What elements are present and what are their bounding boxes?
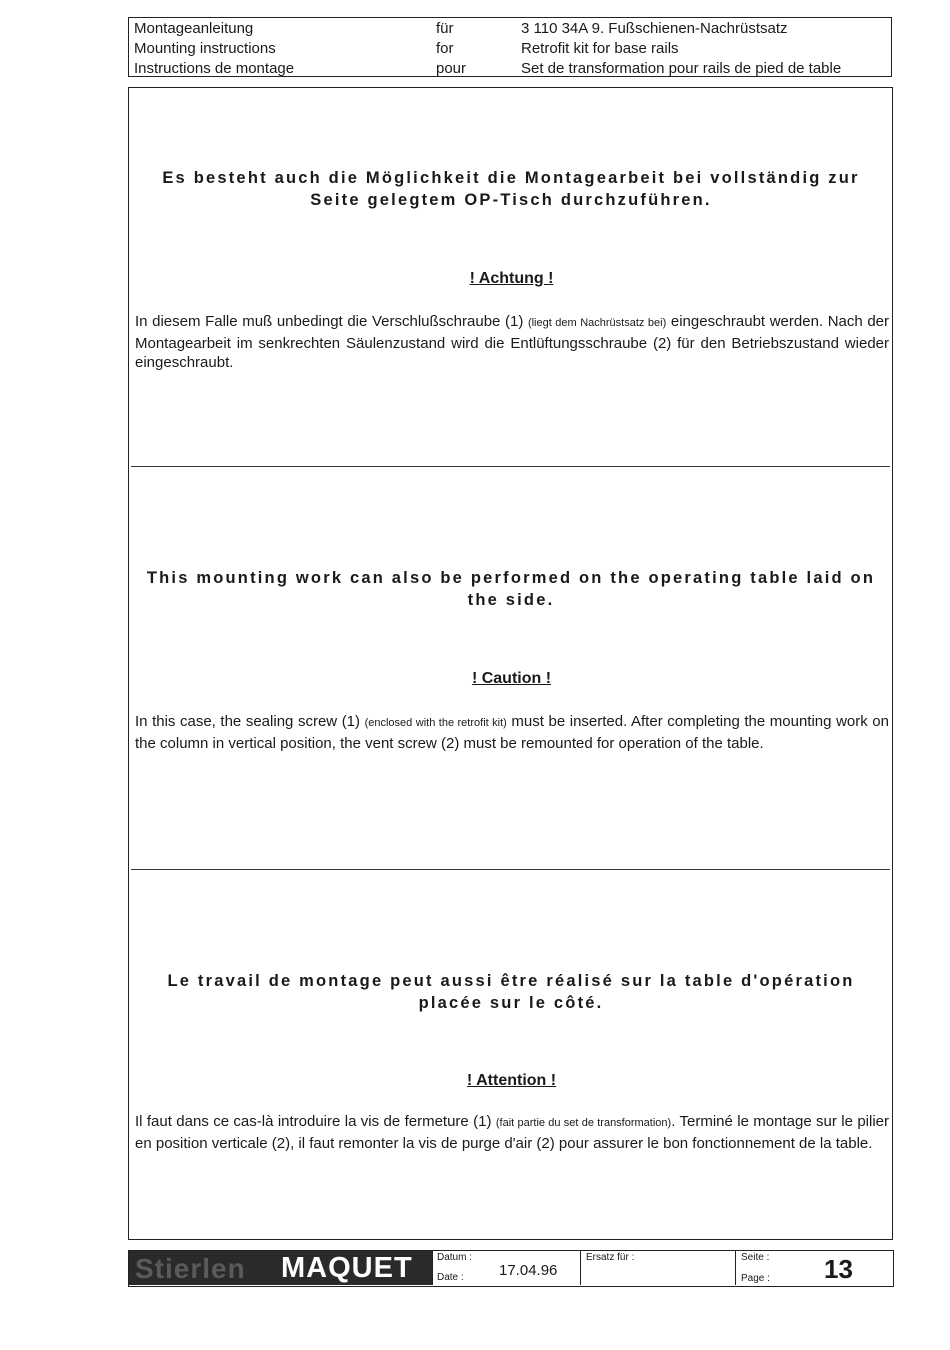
document-header (128, 17, 892, 77)
body-text-en (135, 712, 889, 753)
warning-heading-fr: ! Attention ! (466, 1072, 557, 1089)
body-note: (fait partie du set de transformation) (495, 1117, 672, 1129)
body-text: must be inserted. After completing the mounting work on the column in vertical position, the vent screw (2) must be remounted for operation of the table. (135, 713, 889, 752)
intro-en (137, 567, 885, 611)
header-title: Set de transformation pour rails de pied de table (521, 60, 842, 77)
body-text: eingeschraubt werden. Nach der Montagearbeit im senkrechten Säulenzustand wird die Entlüftungsschraube (2) für den Betriebszustand wieder eingeschraubt. (135, 313, 890, 371)
replacement-cell (580, 1251, 736, 1285)
logo-main-text: MAQUET (281, 1252, 413, 1284)
header-label: Instructions de montage (134, 60, 295, 77)
datum-label: Datum : (437, 1252, 473, 1263)
warning-heading-en: ! Caution ! (471, 670, 552, 687)
intro-fr (137, 970, 885, 1014)
intro-line: Le travail de montage peut aussi être réalisé sur la table d'opération (167, 972, 855, 990)
body-note: (liegt dem Nachrüstsatz bei) (527, 317, 667, 329)
header-row-de (129, 19, 891, 39)
header-title: 3 110 34A 9. Fußschienen-Nachrüstsatz (521, 20, 788, 37)
body-text: In this case, the sealing screw (1) (135, 713, 365, 730)
intro-line: placée sur le côté. (418, 994, 604, 1012)
document-footer (128, 1250, 894, 1287)
header-prep: for (436, 40, 454, 57)
seite-label: Seite : (741, 1252, 770, 1263)
section-divider (131, 869, 890, 870)
header-prep: für (436, 20, 454, 37)
page-number: 13 (824, 1254, 853, 1284)
intro-line: the side. (467, 591, 555, 609)
header-row-en (129, 39, 891, 59)
body-text: In diesem Falle muß unbedingt die Verschlußschraube (1) (135, 313, 528, 330)
logo-sub-text: Stierlen (135, 1253, 246, 1284)
intro-line: Es besteht auch die Möglichkeit die Montagearbeit bei vollständig zur (162, 169, 860, 187)
header-label: Montageanleitung (134, 20, 254, 37)
body-text-fr (135, 1112, 889, 1153)
date-label: Date : (437, 1272, 464, 1283)
intro-de (137, 167, 885, 211)
body-text: . Terminé le montage sur le pilier en position verticale (2), il faut remonter la vis de purge d'air (2) pour assurer le bon fonctionnement de la table. (135, 1113, 890, 1152)
date-value: 17.04.96 (499, 1262, 558, 1279)
header-prep: pour (436, 60, 467, 77)
intro-line: This mounting work can also be performed on the operating table laid on (146, 569, 876, 587)
page-cell (735, 1251, 892, 1285)
date-cell (432, 1251, 581, 1285)
content-frame (128, 87, 893, 1240)
body-text-de (135, 312, 889, 373)
page-label: Page : (741, 1273, 770, 1284)
header-row-fr (129, 59, 891, 79)
ersatz-label: Ersatz für : (586, 1252, 635, 1263)
section-divider (131, 466, 890, 467)
body-text: Il faut dans ce cas-là introduire la vis de fermeture (1) (135, 1113, 496, 1130)
header-label: Mounting instructions (134, 40, 276, 57)
warning-heading-de: ! Achtung ! (469, 270, 554, 287)
header-title: Retrofit kit for base rails (521, 40, 679, 57)
body-note: (enclosed with the retrofit kit) (364, 717, 507, 729)
maquet-logo (129, 1251, 432, 1285)
intro-line: Seite gelegtem OP-Tisch durchzuführen. (310, 191, 712, 209)
